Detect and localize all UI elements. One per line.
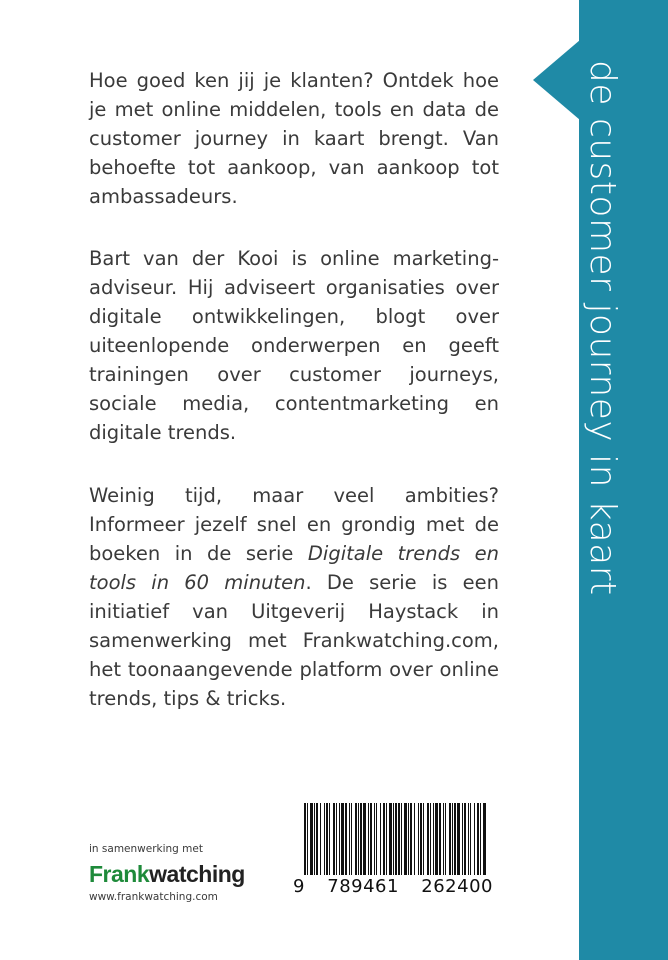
author-paragraph: Bart van der Kooi is online marketing-adviseur. Hij adviseert organisaties over digitale ontwikkelingen, blogt over uiteenlopende onderwerpen en geeft trainingen over customer journeys, sociale media, contentmarketing en digitale trends. [89, 247, 499, 444]
barcode-bar [401, 803, 402, 875]
barcode-bar [316, 803, 318, 875]
barcode-bar [418, 803, 419, 875]
barcode-bar [314, 803, 315, 875]
barcode-bar [349, 803, 350, 875]
barcode-bar [423, 803, 424, 875]
partner-block [89, 843, 289, 903]
barcode-bar [468, 803, 469, 875]
spine-title: de customer journey in kaart [582, 60, 623, 596]
barcode-bar [477, 803, 479, 875]
logo-part-frank: Frank [89, 861, 150, 887]
barcode-bar [383, 803, 385, 875]
barcode-bar [414, 803, 415, 875]
barcode-bar [398, 803, 400, 875]
barcode-bar [393, 803, 394, 875]
barcode-bar [464, 803, 466, 875]
barcode-bar [420, 803, 422, 875]
barcode-bar [307, 803, 308, 875]
series-text-end: . De serie is een initiatief van Uitgeverij Haystack in samenwerking met Frankwatching.com, het toonaangevende platform over online trends, tips & tricks. [89, 571, 499, 710]
barcode-bar [449, 803, 451, 875]
barcode-bar [462, 803, 463, 875]
series-text-start: Weinig tijd, maar veel ambities? Informeer jezelf snel en grondig met de boeken in de serie [89, 484, 499, 565]
barcode-bar [374, 803, 375, 875]
barcode-bar [435, 803, 438, 875]
barcode-bar [304, 803, 306, 875]
isbn-number [293, 876, 493, 897]
barcode-bar [368, 803, 369, 875]
barcode-bar [480, 803, 481, 875]
barcode-bar [380, 803, 381, 875]
partner-url: www.frankwatching.com [89, 891, 218, 903]
barcode-bar [339, 803, 340, 875]
barcode-bar [445, 803, 446, 875]
barcode-bar [430, 803, 431, 875]
barcode-bar [389, 803, 392, 875]
barcode-bars [300, 803, 488, 875]
barcode-bar [370, 803, 372, 875]
barcode-bar [454, 803, 456, 875]
barcode-bar [376, 803, 377, 875]
barcode-bar [410, 803, 412, 875]
barcode-bar [310, 803, 313, 875]
barcode-bar [457, 803, 460, 875]
barcode-bar [439, 803, 441, 875]
barcode-bar [351, 803, 352, 875]
spine-notch-arrow [533, 40, 580, 120]
barcode-bar [443, 803, 444, 875]
barcode-bar [433, 803, 434, 875]
partner-note: in samenwerking met [89, 843, 203, 855]
isbn-prefix: 9 [293, 876, 305, 897]
isbn-group-2: 262400 [421, 876, 493, 897]
barcode-bar [360, 803, 362, 875]
barcode-bar [336, 803, 337, 875]
barcode-bar [427, 803, 429, 875]
barcode-bar [329, 803, 330, 875]
barcode-bar [408, 803, 409, 875]
barcode-bar [333, 803, 335, 875]
barcode-bar [404, 803, 407, 875]
barcode-bar [483, 803, 486, 875]
barcode-bar [358, 803, 359, 875]
barcode-bar [470, 803, 471, 875]
barcode-bar [363, 803, 366, 875]
barcode-bar [345, 803, 347, 875]
logo-part-watching: watching [149, 861, 245, 887]
intro-paragraph: Hoe goed ken jij je klanten? Ontdek hoe je met online middelen, tools en data de customer journey in kaart brengt. Van behoefte tot aankoop, van aankoop tot ambassadeurs. [89, 69, 499, 208]
barcode-bar [320, 803, 321, 875]
barcode-bar [474, 803, 475, 875]
barcode-bar [355, 803, 357, 875]
barcode-bar [386, 803, 387, 875]
barcode-bar [395, 803, 397, 875]
frankwatching-logo [89, 861, 289, 887]
barcode-bar [324, 803, 325, 875]
series-paragraph [89, 481, 499, 713]
barcode-bar [341, 803, 344, 875]
isbn-group-1: 789461 [327, 876, 399, 897]
barcode-bar [452, 803, 453, 875]
series-title: Digitale trends en tools in 60 minuten [89, 542, 499, 594]
barcode-bar [326, 803, 328, 875]
